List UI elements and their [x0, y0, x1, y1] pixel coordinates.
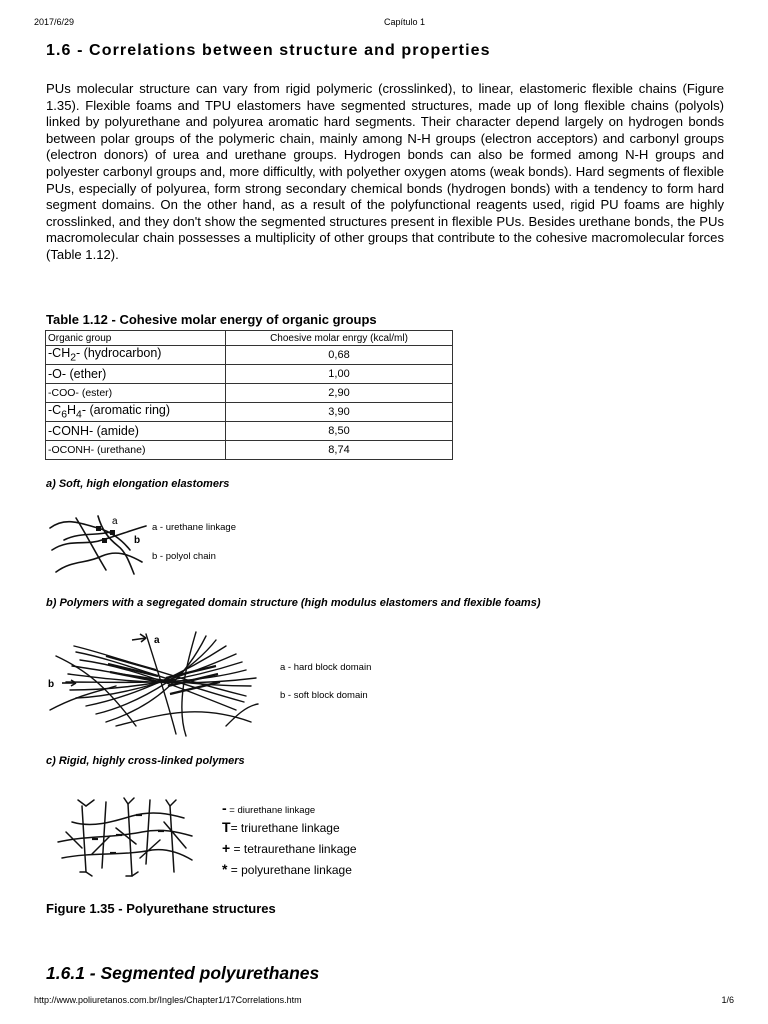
legend-urethane-linkage: a - urethane linkage [152, 522, 236, 533]
energy-value-cell: 0,68 [226, 346, 453, 365]
table-header-group: Organic group [46, 331, 226, 346]
legend-diurethane: - = diurethane linkage [222, 800, 316, 816]
organic-group-cell: -OCONH- (urethane) [46, 441, 226, 460]
energy-value-cell: 3,90 [226, 403, 453, 422]
energy-value-cell: 8,74 [226, 441, 453, 460]
subsection-title: 1.6.1 - Segmented polyurethanes [46, 963, 320, 983]
print-date: 2017/6/29 [34, 17, 75, 27]
table-row [46, 365, 453, 384]
organic-group-cell: -O- (ether) [46, 365, 226, 384]
legend-triurethane: T= triurethane linkage [222, 819, 340, 835]
segregated-domain-diagram [46, 626, 261, 738]
energy-value-cell: 2,90 [226, 384, 453, 403]
table-row [46, 441, 453, 460]
legend-polyurethane: * = polyurethane linkage [222, 861, 352, 877]
table-row [46, 346, 453, 365]
figure-c-label: c) Rigid, highly cross-linked polymers [46, 755, 245, 767]
page-number: 1/6 [721, 995, 734, 1005]
table-caption: Table 1.12 - Cohesive molar energy of organic groups [46, 312, 377, 327]
organic-group-cell: -CONH- (amide) [46, 422, 226, 441]
cohesive-energy-table [45, 330, 453, 460]
section-title: 1.6 - Correlations between structure and properties [46, 42, 491, 59]
organic-group-cell: $-CH_2-$ (hydrocarbon) [46, 346, 226, 365]
mark-b: b [48, 679, 55, 690]
mark-a: a [112, 516, 118, 527]
table-row [46, 384, 453, 403]
legend-polyol-chain: b - polyol chain [152, 551, 216, 562]
organic-group-cell: $-C_6H_4-$ (aromatic ring) [46, 403, 226, 422]
energy-value-cell: 8,50 [226, 422, 453, 441]
mark-b: b [134, 535, 141, 546]
print-page-title: Capítulo 1 [384, 17, 426, 27]
figure-b-label: b) Polymers with a segregated domain structure (high modulus elastomers and flexible foams) [46, 597, 541, 609]
table-row [46, 422, 453, 441]
source-url: http://www.poliuretanos.com.br/Ingles/Chapter1/17Correlations.htm [34, 995, 302, 1005]
mark-a: a [154, 635, 160, 646]
table-row [46, 403, 453, 422]
table-header-energy: Choesive molar enrgy (kcal/ml) [226, 331, 453, 346]
figure-caption: Figure 1.35 - Polyurethane structures [46, 901, 276, 916]
legend-hard-block-domain: a - hard block domain [280, 662, 372, 673]
soft-elastomer-diagram [46, 510, 156, 580]
legend-soft-block-domain: b - soft block domain [280, 690, 368, 701]
energy-value-cell: 1,00 [226, 365, 453, 384]
legend-tetraurethane: + = tetraurethane linkage [222, 840, 357, 856]
organic-group-cell: -COO- (ester) [46, 384, 226, 403]
table-header-row [46, 331, 453, 346]
figure-a-label: a) Soft, high elongation elastomers [46, 478, 230, 490]
section-paragraph: PUs molecular structure can vary from rigid polymeric (crosslinked), to linear, elastomeric flexible chains (Figure 1.35). Flexible foams and TPU elastomers have segmented structures, made up of long flexible chains (polyols) linked by polyurethane and polyurea aromatic hard segments. Their character depend largely on hydrogen bonds between polar groups of the polymeric chain, mainly among N-H groups (electron acceptors) and carbonyl groups (electron donors) of urea and urethane groups. Hydrogen bonds can also be formed among N-H groups and polyester carbonyl groups and, more difficultly, with polyether oxygen atoms (weak bonds). Hard segments of flexible PUs, especially of polyurea, form strong secondary chemical bonds (hydrogen bonds) with a tendency to form hard segment domains. On the other hand, as a result of the polyfunctional reagents used, rigid PU foams are highly crosslinked, and they don't show the segmented structures present in flexible PUs. Besides urethane bonds, the PUs macromolecular chain possesses a multiplicity of other groups that contribute to the cohesive macromolecular forces (Table 1.12). [46, 81, 724, 262]
crosslinked-diagram [52, 792, 197, 880]
